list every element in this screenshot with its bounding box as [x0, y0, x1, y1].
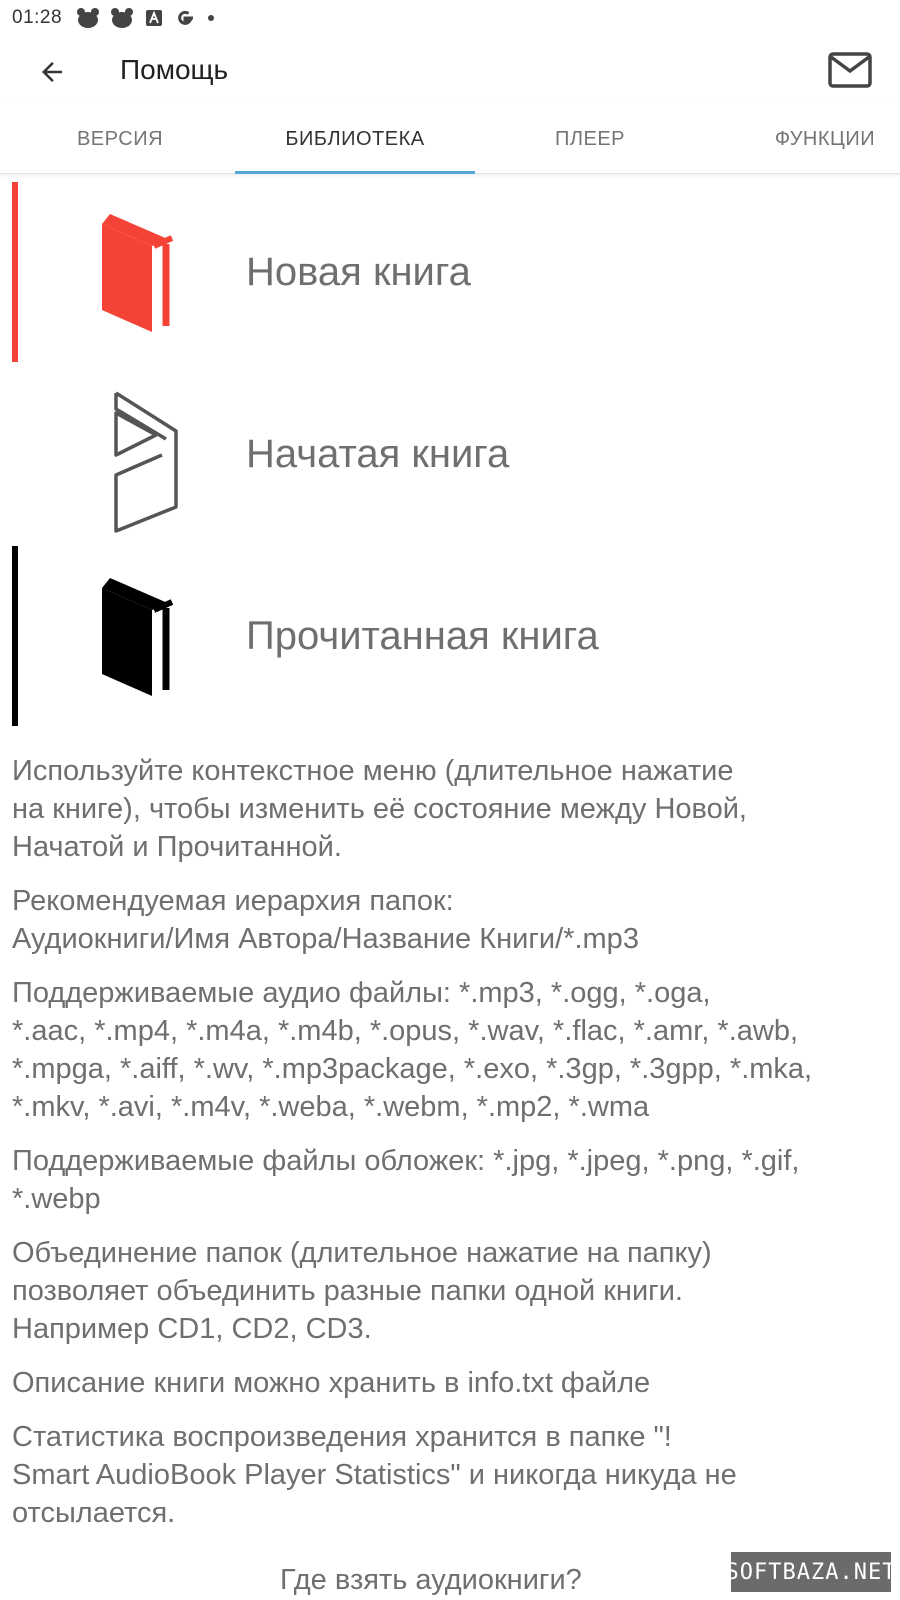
- tab-functions[interactable]: ФУНКЦИИ: [774, 127, 876, 150]
- new-book-color-bar: [12, 182, 18, 362]
- active-tab-indicator: [235, 171, 475, 174]
- tab-player[interactable]: ПЛЕЕР: [554, 127, 626, 150]
- app-notification-icon: [144, 8, 164, 28]
- bear-notification-icon: [76, 7, 100, 29]
- play-book-outline-icon: [82, 392, 202, 516]
- status-icons: [76, 7, 216, 29]
- tab-bar: [0, 104, 900, 174]
- mail-icon: [828, 52, 872, 88]
- black-book-icon: [82, 574, 202, 698]
- google-icon: [174, 7, 196, 29]
- tab-library[interactable]: БИБЛИОТЕКА: [285, 127, 425, 150]
- statistics-paragraph: Статистика воспроизведения хранится в папке "! Smart AudioBook Player Statistics" и никогда никуда не отсылается.: [12, 1421, 737, 1529]
- back-button[interactable]: [30, 50, 74, 94]
- tab-version[interactable]: ВЕРСИЯ: [76, 127, 164, 150]
- book-state-new-row: [12, 182, 892, 362]
- watermark: SOFTBAZA.NET: [731, 1552, 891, 1592]
- bear-notification-icon: [110, 7, 134, 29]
- book-state-started-row: [12, 364, 892, 544]
- book-description-paragraph: Описание книги можно хранить в info.txt файле: [12, 1367, 651, 1399]
- page-title: Помощь: [120, 54, 229, 85]
- new-book-label: Новая книга: [246, 249, 471, 294]
- status-time: 01:28: [12, 7, 63, 28]
- finished-book-color-bar: [12, 546, 18, 726]
- started-book-label: Начатая книга: [246, 431, 510, 476]
- where-to-get-audiobooks-link[interactable]: Где взять аудиокниги?: [280, 1564, 582, 1596]
- book-state-finished-row: [12, 546, 892, 726]
- help-content: [12, 752, 892, 1548]
- audio-formats-paragraph: Поддерживаемые аудио файлы: *.mp3, *.ogg, *.oga, *.aac, *.mp4, *.m4a, *.m4b, *.opus, *.wav, *.flac, *.amr, *.awb, *.mpga, *.aiff, *.wv, *.mp3package, *.exo, *.3gp, *.3gpp, *.mka, *.mkv, *.avi, *.m4v, *.weba, *.webm, *.mp2, *.wma: [12, 977, 813, 1123]
- folder-hierarchy-paragraph: Рекомендуемая иерархия папок: Аудиокниги/Имя Автора/Название Книги/*.mp3: [12, 885, 639, 955]
- cover-formats-paragraph: Поддерживаемые файлы обложек: *.jpg, *.jpeg, *.png, *.gif, *.webp: [12, 1145, 800, 1215]
- feedback-mail-button[interactable]: [826, 48, 874, 92]
- arrow-back-icon: [37, 57, 67, 87]
- finished-book-label: Прочитанная книга: [246, 613, 599, 658]
- folder-merge-paragraph: Объединение папок (длительное нажатие на папку) позволяет объединить разные папки одной книги. Например CD1, CD2, CD3.: [12, 1237, 712, 1345]
- context-menu-paragraph: Используйте контекстное меню (длительное нажатие на книге), чтобы изменить её состояние между Новой, Начатой и Прочитанной.: [12, 755, 747, 863]
- app-bar: [0, 36, 900, 104]
- more-notifications-dot-icon: [206, 13, 216, 23]
- red-book-icon: [82, 210, 202, 334]
- status-bar: [0, 0, 900, 36]
